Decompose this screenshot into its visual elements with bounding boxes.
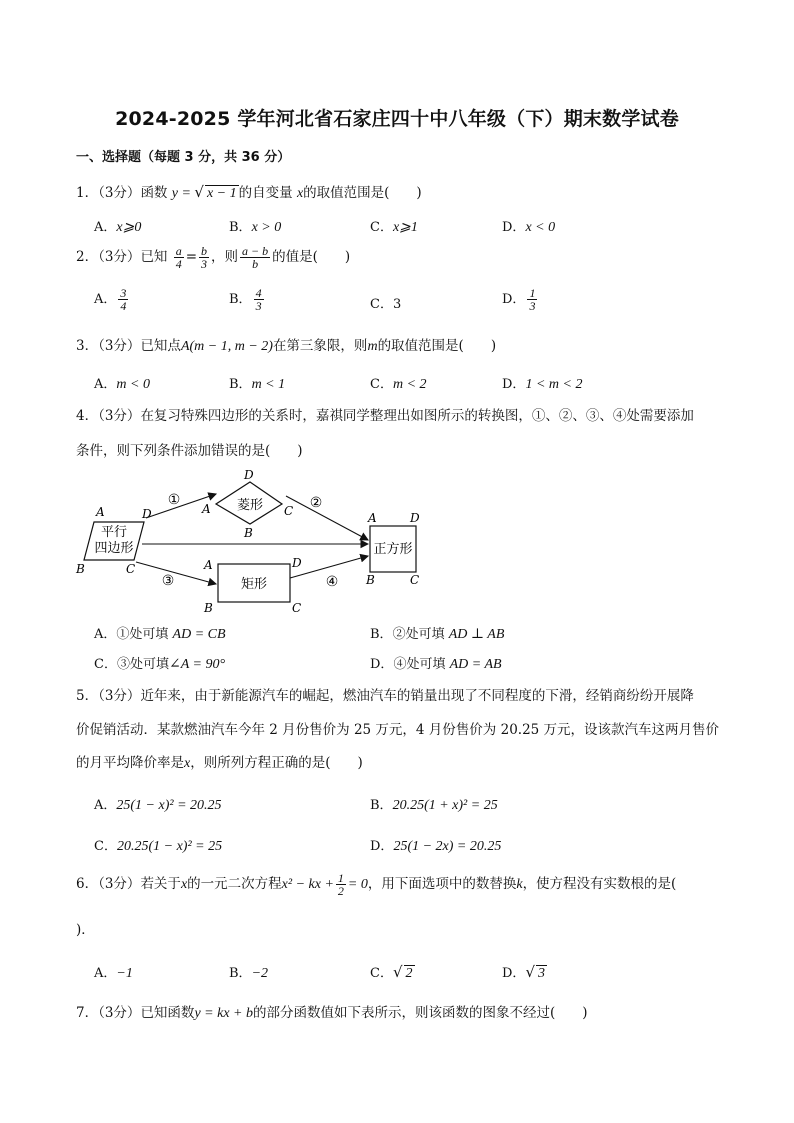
svg-text:C: C	[292, 601, 302, 615]
square-label: 正方形	[373, 542, 413, 557]
option-c: C．√ 2	[370, 963, 413, 981]
option-a: A．25(1 − x)² = 20.25	[94, 798, 222, 813]
question-text: 的取值范围是( )	[303, 185, 422, 201]
question-6: 6．（3分）若关于x的一元二次方程x² − kx + $\frac{1}{2}$ = 0，用下面选项中的数替换k，使方程没有实数根的是(	[76, 871, 677, 898]
option-c: C．20.25(1 − x)² = 25	[94, 839, 223, 854]
step-1-label: ①	[167, 492, 181, 508]
step-3-label: ③	[161, 573, 175, 589]
option-c: C．3	[370, 297, 402, 312]
section-heading: 一、选择题（每题 3 分，共 36 分）	[76, 150, 291, 165]
option-d: D． $\frac{1}{3}$	[502, 286, 536, 313]
question-text: 的自变量	[238, 185, 293, 201]
question-3: 3．（3分）已知点A(m − 1, m − 2)在第三象限，则m的取值范围是( )	[76, 338, 497, 354]
option-a: A．m < 0	[94, 377, 150, 392]
question-5-line-1: 5．（3分）近年来，由于新能源汽车的崛起，燃油汽车的销量出现了不同程度的下滑，经销商纷纷开展降	[76, 688, 694, 704]
svg-text:B: B	[366, 573, 375, 587]
svg-text:A: A	[204, 558, 213, 572]
option-a: A．x⩾0	[94, 220, 142, 235]
option-a: A．①处可填 AD = CB	[94, 627, 226, 642]
question-5-line-3: 的月平均降价率是x，则所列方程正确的是( )	[76, 755, 363, 771]
option-d: D．④处可填 AD = AB	[370, 657, 502, 672]
formula: y = √ x − 1	[171, 183, 237, 201]
svg-text:A: A	[96, 505, 105, 519]
question-4-line-1: 4．（3分）在复习特殊四边形的关系时，嘉祺同学整理出如图所示的转换图，①、②、③、④处需要添加	[76, 408, 694, 424]
fraction: $\frac{a}{4}$	[175, 244, 182, 271]
question-text: 函数	[140, 185, 168, 201]
svg-text:D: D	[142, 507, 152, 521]
option-b: B．20.25(1 + x)² = 25	[370, 798, 498, 813]
option-d: D．25(1 − 2x) = 20.25	[370, 839, 502, 854]
step-4-label: ④	[325, 574, 339, 590]
question-number: 1．	[76, 185, 99, 201]
rectangle-label: 矩形	[240, 577, 268, 592]
option-c: C．m < 2	[370, 377, 427, 392]
svg-text:四边形: 四边形	[94, 541, 134, 556]
svg-text:B: B	[204, 601, 213, 615]
variable: x	[296, 186, 304, 201]
question-2: 2．（3分）已知 $\frac{a}{4}$ = $\frac{b}{3}$ ，则 $\frac{a - b}{b}$ 的值是( )	[76, 244, 351, 271]
option-b: B．②处可填 AD ⊥ AB	[370, 627, 505, 642]
rhombus-label: 菱形	[236, 498, 264, 513]
option-d: D．x < 0	[502, 220, 556, 235]
fraction: $\frac{a - b}{b}$	[242, 244, 269, 271]
option-a: A． $\frac{3}{4}$	[94, 286, 127, 313]
question-5-line-2: 价促销活动．某款燃油汽车今年 2 月份售价为 25 万元，4 月份售价为 20.25 万元，设该款汽车这两月售价	[76, 722, 720, 738]
option-b: B．−2	[229, 966, 269, 981]
svg-text:D: D	[244, 468, 254, 482]
option-c: C．③处可填∠A = 90°	[94, 657, 226, 672]
fraction: $\frac{b}{3}$	[201, 244, 208, 271]
svg-text:D: D	[292, 556, 302, 570]
quadrilateral-diagram	[70, 466, 450, 616]
step-2-label: ②	[309, 495, 323, 511]
question-7: 7．（3分）已知函数y = kx + b的部分函数值如下表所示，则该函数的图象不经过( )	[76, 1005, 588, 1021]
svg-text:A: A	[202, 502, 211, 516]
question-4-line-2: 条件，则下列条件添加错误的是( )	[76, 443, 303, 459]
option-d: D．1 < m < 2	[502, 377, 583, 392]
option-b: B． $\frac{4}{3}$	[229, 286, 262, 313]
parallelogram-label: 平行	[100, 525, 128, 540]
svg-text:A: A	[368, 511, 377, 525]
option-b: B．x > 0	[229, 220, 282, 235]
option-b: B．m < 1	[229, 377, 286, 392]
svg-text:D: D	[410, 511, 420, 525]
option-a: A．−1	[94, 966, 133, 981]
page-title: 2024-2025 学年河北省石家庄四十中八年级（下）期末数学试卷	[115, 108, 679, 130]
svg-text:C: C	[284, 504, 294, 518]
svg-text:C: C	[126, 562, 136, 576]
svg-text:B: B	[76, 562, 85, 576]
option-c: C．x⩾1	[370, 220, 418, 235]
arrow-2	[286, 496, 368, 540]
question-6-line-2: )．	[76, 922, 95, 938]
question-score: （3分）	[98, 185, 141, 201]
svg-text:C: C	[410, 573, 420, 587]
question-1	[76, 181, 422, 202]
svg-text:B: B	[244, 526, 253, 540]
option-d: D．√ 3	[502, 963, 545, 981]
